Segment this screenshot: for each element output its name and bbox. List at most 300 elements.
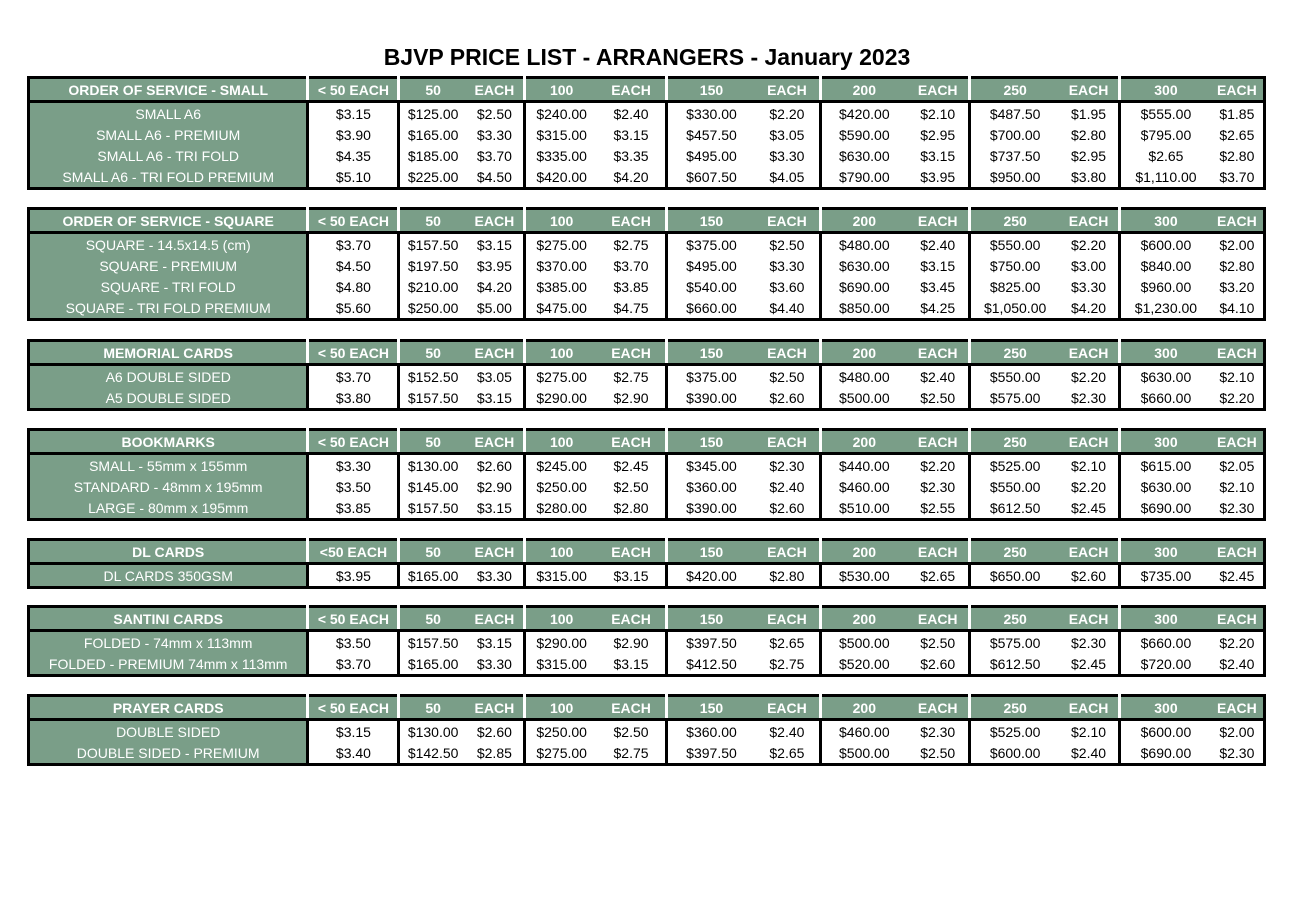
price-cell: $2.60 [755, 387, 820, 410]
price-cell: $157.50 [407, 634, 459, 651]
price-cell: $2.20 [1059, 233, 1120, 256]
price-cell: $2.60 [755, 497, 820, 520]
table-header-row [29, 696, 1265, 720]
price-cell: $690.00 [839, 278, 890, 295]
price-cell: $2.50 [597, 476, 666, 497]
price-cell: $225.00 [407, 168, 459, 185]
price-cell: $2.30 [1059, 387, 1120, 410]
price-cell: $315.00 [536, 655, 587, 672]
price-cell: $500.00 [839, 389, 890, 406]
table-row [29, 233, 1265, 256]
price-cell: $600.00 [989, 744, 1041, 761]
price-cell: $2.40 [907, 365, 970, 388]
column-header: 150 [666, 430, 755, 454]
column-header: 200 [820, 209, 907, 233]
product-name: LARGE - 80mm x 195mm [29, 497, 308, 520]
column-header: 250 [970, 341, 1059, 365]
column-header: EACH [907, 696, 970, 720]
price-cell: $735.00 [1140, 567, 1192, 584]
price-cell: $660.00 [1140, 389, 1192, 406]
price-cell: $165.00 [407, 655, 459, 672]
column-header: 150 [666, 607, 755, 631]
price-cell: $615.00 [1140, 457, 1192, 474]
price-cell: $335.00 [536, 147, 587, 164]
price-cell: $360.00 [686, 723, 737, 740]
price-cell: $315.00 [536, 567, 587, 584]
price-cell: $2.45 [1059, 653, 1120, 676]
column-header: 250 [970, 209, 1059, 233]
price-cell: $3.70 [466, 145, 525, 166]
price-cell: $457.50 [686, 126, 737, 143]
table-header-row [29, 209, 1265, 233]
column-header: EACH [597, 341, 666, 365]
column-header: EACH [1059, 607, 1120, 631]
price-cell: $2.80 [755, 564, 820, 588]
column-header: EACH [907, 430, 970, 454]
table-header-row [29, 607, 1265, 631]
column-header: < 50 EACH [308, 341, 399, 365]
price-cell: $4.35 [308, 145, 399, 166]
column-header: 100 [524, 209, 597, 233]
product-name: STANDARD - 48mm x 195mm [29, 476, 308, 497]
price-cell: $3.15 [597, 124, 666, 145]
column-header: 300 [1120, 341, 1211, 365]
price-cell: $440.00 [839, 457, 890, 474]
price-cell: $2.85 [466, 742, 525, 765]
product-name: SMALL A6 [29, 102, 308, 125]
price-cell: $2.50 [907, 742, 970, 765]
price-cell: $130.00 [407, 723, 459, 740]
price-cell: $145.00 [407, 478, 459, 495]
table-row [29, 387, 1265, 410]
price-table [27, 605, 1266, 677]
column-header: 50 [399, 607, 466, 631]
column-header: 100 [524, 607, 597, 631]
price-cell: $2.95 [1059, 145, 1120, 166]
price-cell: $3.15 [466, 387, 525, 410]
price-cell: $157.50 [407, 499, 459, 516]
column-header: EACH [755, 540, 820, 564]
table-row [29, 497, 1265, 520]
price-cell: $3.85 [597, 276, 666, 297]
price-table [27, 207, 1266, 321]
price-cell: $330.00 [686, 105, 737, 122]
table-row [29, 742, 1265, 765]
column-header: EACH [1059, 341, 1120, 365]
price-cell: $2.00 [1219, 236, 1255, 253]
product-name: A5 DOUBLE SIDED [29, 387, 308, 410]
column-header: 250 [970, 78, 1059, 102]
column-header: 200 [820, 430, 907, 454]
price-cell: $315.00 [536, 126, 587, 143]
price-cell: $2.10 [1059, 720, 1120, 743]
column-header: EACH [907, 540, 970, 564]
table-header-row [29, 430, 1265, 454]
column-header: EACH [466, 607, 525, 631]
price-cell: $500.00 [839, 634, 890, 651]
table-row [29, 365, 1265, 388]
price-cell: $2.40 [1059, 742, 1120, 765]
column-header: 200 [820, 696, 907, 720]
price-cell: $520.00 [839, 655, 890, 672]
price-cell: $737.50 [989, 147, 1041, 164]
price-cell: $2.95 [907, 124, 970, 145]
price-cell: $2.75 [597, 365, 666, 388]
price-cell: $3.30 [466, 124, 525, 145]
price-cell: $4.10 [1219, 299, 1255, 316]
price-cell: $275.00 [536, 744, 587, 761]
column-header: 300 [1120, 607, 1211, 631]
price-cell: $2.20 [1059, 365, 1120, 388]
price-cell: $4.80 [308, 276, 399, 297]
price-cell: $795.00 [1140, 126, 1192, 143]
price-cell: $2.40 [597, 102, 666, 125]
price-cell: $2.50 [466, 102, 525, 125]
table-row [29, 476, 1265, 497]
price-cell: $3.05 [466, 365, 525, 388]
price-cell: $157.50 [407, 389, 459, 406]
price-cell: $3.70 [597, 255, 666, 276]
product-name: SMALL A6 - TRI FOLD PREMIUM [29, 166, 308, 189]
price-cell: $480.00 [839, 368, 890, 385]
price-cell: $650.00 [989, 567, 1041, 584]
column-header: 300 [1120, 540, 1211, 564]
price-cell: $2.60 [466, 454, 525, 477]
price-cell: $3.50 [308, 476, 399, 497]
column-header: 250 [970, 540, 1059, 564]
column-header: EACH [597, 78, 666, 102]
column-header: EACH [1211, 341, 1265, 365]
price-cell: $4.50 [466, 166, 525, 189]
price-cell: $5.10 [308, 166, 399, 189]
price-cell: $397.50 [686, 744, 737, 761]
price-cell: $575.00 [989, 389, 1041, 406]
price-cell: $690.00 [1140, 499, 1192, 516]
column-header: 150 [666, 540, 755, 564]
price-cell: $185.00 [407, 147, 459, 164]
price-cell: $157.50 [407, 236, 459, 253]
price-cell: $2.10 [1059, 454, 1120, 477]
product-name: SQUARE - PREMIUM [29, 255, 308, 276]
price-cell: $540.00 [686, 278, 737, 295]
column-header: 250 [970, 430, 1059, 454]
price-cell: $2.60 [1059, 564, 1120, 588]
price-cell: $612.50 [989, 499, 1041, 516]
price-cell: $2.65 [907, 564, 970, 588]
price-cell: $275.00 [536, 368, 587, 385]
product-name: SMALL A6 - TRI FOLD [29, 145, 308, 166]
price-cell: $385.00 [536, 278, 587, 295]
price-cell: $960.00 [1140, 278, 1192, 295]
price-cell: $275.00 [536, 236, 587, 253]
price-cell: $2.30 [907, 720, 970, 743]
price-cell: $700.00 [989, 126, 1041, 143]
price-cell: $2.75 [755, 653, 820, 676]
column-header: 300 [1120, 696, 1211, 720]
price-cell: $3.30 [755, 145, 820, 166]
price-cell: $2.10 [907, 102, 970, 125]
price-cell: $2.90 [597, 631, 666, 654]
price-cell: $250.00 [407, 299, 459, 316]
product-name: DOUBLE SIDED - PREMIUM [29, 742, 308, 765]
price-cell: $550.00 [989, 236, 1041, 253]
price-cell: $3.15 [466, 233, 525, 256]
price-cell: $3.80 [1059, 166, 1120, 189]
price-cell: $152.50 [407, 368, 459, 385]
column-header: EACH [1211, 607, 1265, 631]
price-cell: $3.30 [755, 255, 820, 276]
price-cell: $3.40 [308, 742, 399, 765]
product-name: FOLDED - PREMIUM 74mm x 113mm [29, 653, 308, 676]
column-header: 250 [970, 696, 1059, 720]
price-cell: $290.00 [536, 389, 587, 406]
column-header: EACH [466, 209, 525, 233]
price-cell: $2.45 [597, 454, 666, 477]
price-cell: $1.95 [1059, 102, 1120, 125]
price-cell: $630.00 [1140, 368, 1192, 385]
column-header: EACH [466, 430, 525, 454]
column-header: < 50 EACH [308, 430, 399, 454]
price-cell: $1.85 [1219, 105, 1255, 122]
price-table [27, 339, 1266, 411]
column-header: 100 [524, 540, 597, 564]
price-cell: $390.00 [686, 389, 737, 406]
price-cell: $240.00 [536, 105, 587, 122]
column-header: 200 [820, 341, 907, 365]
price-table [27, 428, 1266, 521]
price-cell: $4.50 [308, 255, 399, 276]
column-header: 100 [524, 341, 597, 365]
section-title: PRAYER CARDS [29, 696, 308, 720]
price-cell: $550.00 [989, 478, 1041, 495]
price-cell: $2.30 [1219, 499, 1255, 516]
price-cell: $2.20 [907, 454, 970, 477]
table-row [29, 564, 1265, 588]
price-cell: $2.80 [1219, 257, 1255, 274]
column-header: 150 [666, 696, 755, 720]
product-name: FOLDED - 74mm x 113mm [29, 631, 308, 654]
table-row [29, 124, 1265, 145]
column-header: 50 [399, 540, 466, 564]
page-title: BJVP PRICE LIST - ARRANGERS - January 2023 [383, 44, 911, 70]
price-cell: $2.30 [1219, 744, 1255, 761]
price-cell: $3.15 [597, 564, 666, 588]
price-cell: $3.95 [907, 166, 970, 189]
price-cell: $1,110.00 [1135, 168, 1197, 185]
price-cell: $3.95 [466, 255, 525, 276]
price-cell: $197.50 [407, 257, 459, 274]
price-cell: $607.50 [686, 168, 737, 185]
section-title: ORDER OF SERVICE - SMALL [29, 78, 308, 102]
price-cell: $4.05 [755, 166, 820, 189]
price-cell: $2.45 [1059, 497, 1120, 520]
price-cell: $2.30 [1059, 631, 1120, 654]
column-header: 100 [524, 696, 597, 720]
column-header: EACH [755, 430, 820, 454]
price-cell: $420.00 [686, 567, 737, 584]
price-cell: $600.00 [1140, 236, 1192, 253]
column-header: EACH [597, 540, 666, 564]
price-cell: $750.00 [989, 257, 1041, 274]
price-table [27, 76, 1266, 190]
column-header: < 50 EACH [308, 78, 399, 102]
price-cell: $2.75 [597, 742, 666, 765]
price-cell: $525.00 [989, 723, 1041, 740]
column-header: 300 [1120, 209, 1211, 233]
price-cell: $412.50 [686, 655, 737, 672]
column-header: < 50 EACH [308, 607, 399, 631]
price-cell: $3.15 [466, 631, 525, 654]
column-header: 150 [666, 209, 755, 233]
table-row [29, 255, 1265, 276]
table-row [29, 166, 1265, 189]
price-cell: $4.25 [907, 297, 970, 320]
column-header: EACH [755, 209, 820, 233]
column-header: EACH [597, 430, 666, 454]
column-header: 50 [399, 696, 466, 720]
price-cell: $250.00 [536, 723, 587, 740]
price-cell: $2.80 [597, 497, 666, 520]
price-cell: $720.00 [1140, 655, 1192, 672]
column-header: EACH [597, 696, 666, 720]
price-cell: $290.00 [536, 634, 587, 651]
price-cell: $165.00 [407, 126, 459, 143]
price-cell: $2.20 [1219, 389, 1255, 406]
product-name: DOUBLE SIDED [29, 720, 308, 743]
column-header: EACH [1211, 78, 1265, 102]
price-cell: $4.40 [755, 297, 820, 320]
product-name: DL CARDS 350GSM [29, 564, 308, 588]
price-cell: $460.00 [839, 723, 890, 740]
price-cell: $2.60 [466, 720, 525, 743]
column-header: <50 EACH [308, 540, 399, 564]
table-row [29, 653, 1265, 676]
price-cell: $3.30 [466, 653, 525, 676]
price-cell: $460.00 [839, 478, 890, 495]
price-cell: $2.20 [1059, 476, 1120, 497]
price-cell: $3.95 [308, 564, 399, 588]
price-cell: $3.70 [308, 365, 399, 388]
price-cell: $4.20 [466, 276, 525, 297]
price-cell: $2.05 [1219, 457, 1255, 474]
price-cell: $2.40 [907, 233, 970, 256]
price-cell: $3.80 [308, 387, 399, 410]
price-cell: $3.15 [308, 720, 399, 743]
column-header: EACH [466, 78, 525, 102]
table-header-row [29, 540, 1265, 564]
price-cell: $3.45 [907, 276, 970, 297]
column-header: EACH [907, 78, 970, 102]
price-cell: $2.10 [1219, 368, 1255, 385]
column-header: EACH [1211, 209, 1265, 233]
product-name: SMALL A6 - PREMIUM [29, 124, 308, 145]
column-header: EACH [1211, 540, 1265, 564]
product-name: SQUARE - TRI FOLD PREMIUM [29, 297, 308, 320]
section-title: MEMORIAL CARDS [29, 341, 308, 365]
column-header: EACH [1059, 209, 1120, 233]
price-cell: $390.00 [686, 499, 737, 516]
price-cell: $3.15 [907, 145, 970, 166]
price-cell: $142.50 [407, 744, 459, 761]
price-cell: $3.70 [308, 233, 399, 256]
price-cell: $495.00 [686, 147, 737, 164]
price-cell: $210.00 [407, 278, 459, 295]
price-cell: $2.55 [907, 497, 970, 520]
price-cell: $2.45 [1219, 567, 1255, 584]
table-row [29, 276, 1265, 297]
price-cell: $2.65 [1148, 147, 1184, 164]
section-title: BOOKMARKS [29, 430, 308, 454]
table-row [29, 720, 1265, 743]
price-cell: $420.00 [839, 105, 890, 122]
section-title: DL CARDS [29, 540, 308, 564]
price-cell: $3.50 [308, 631, 399, 654]
column-header: EACH [597, 607, 666, 631]
price-cell: $3.35 [597, 145, 666, 166]
column-header: 200 [820, 607, 907, 631]
price-cell: $3.15 [907, 255, 970, 276]
price-cell: $370.00 [536, 257, 587, 274]
price-cell: $130.00 [407, 457, 459, 474]
price-cell: $555.00 [1140, 105, 1192, 122]
price-cell: $3.30 [308, 454, 399, 477]
section-title: ORDER OF SERVICE - SQUARE [29, 209, 308, 233]
product-name: SQUARE - TRI FOLD [29, 276, 308, 297]
column-header: 200 [820, 78, 907, 102]
table-row [29, 145, 1265, 166]
price-cell: $2.40 [755, 720, 820, 743]
price-cell: $3.90 [308, 124, 399, 145]
price-cell: $2.40 [755, 476, 820, 497]
column-header: EACH [466, 696, 525, 720]
price-cell: $3.70 [1219, 168, 1255, 185]
column-header: EACH [466, 341, 525, 365]
product-name: A6 DOUBLE SIDED [29, 365, 308, 388]
price-cell: $840.00 [1140, 257, 1192, 274]
price-cell: $3.15 [466, 497, 525, 520]
table-row [29, 297, 1265, 320]
price-cell: $375.00 [686, 236, 737, 253]
price-cell: $3.15 [308, 102, 399, 125]
column-header: EACH [755, 607, 820, 631]
column-header: EACH [597, 209, 666, 233]
price-cell: $530.00 [839, 567, 890, 584]
column-header: EACH [1059, 540, 1120, 564]
column-header: 250 [970, 607, 1059, 631]
price-cell: $2.65 [755, 631, 820, 654]
column-header: EACH [755, 341, 820, 365]
price-cell: $375.00 [686, 368, 737, 385]
price-cell: $3.70 [308, 653, 399, 676]
column-header: EACH [907, 607, 970, 631]
price-cell: $2.20 [755, 102, 820, 125]
price-cell: $3.85 [308, 497, 399, 520]
price-cell: $600.00 [1140, 723, 1192, 740]
price-cell: $950.00 [989, 168, 1041, 185]
price-cell: $420.00 [536, 168, 587, 185]
price-cell: $2.50 [755, 365, 820, 388]
price-cell: $510.00 [839, 499, 890, 516]
price-cell: $3.60 [755, 276, 820, 297]
price-cell: $790.00 [839, 168, 890, 185]
price-cell: $630.00 [1140, 478, 1192, 495]
price-cell: $250.00 [536, 478, 587, 495]
price-cell: $2.65 [1219, 126, 1255, 143]
price-cell: $2.80 [1219, 147, 1255, 164]
price-cell: $850.00 [839, 299, 890, 316]
price-cell: $3.30 [1059, 276, 1120, 297]
price-cell: $3.20 [1219, 278, 1255, 295]
